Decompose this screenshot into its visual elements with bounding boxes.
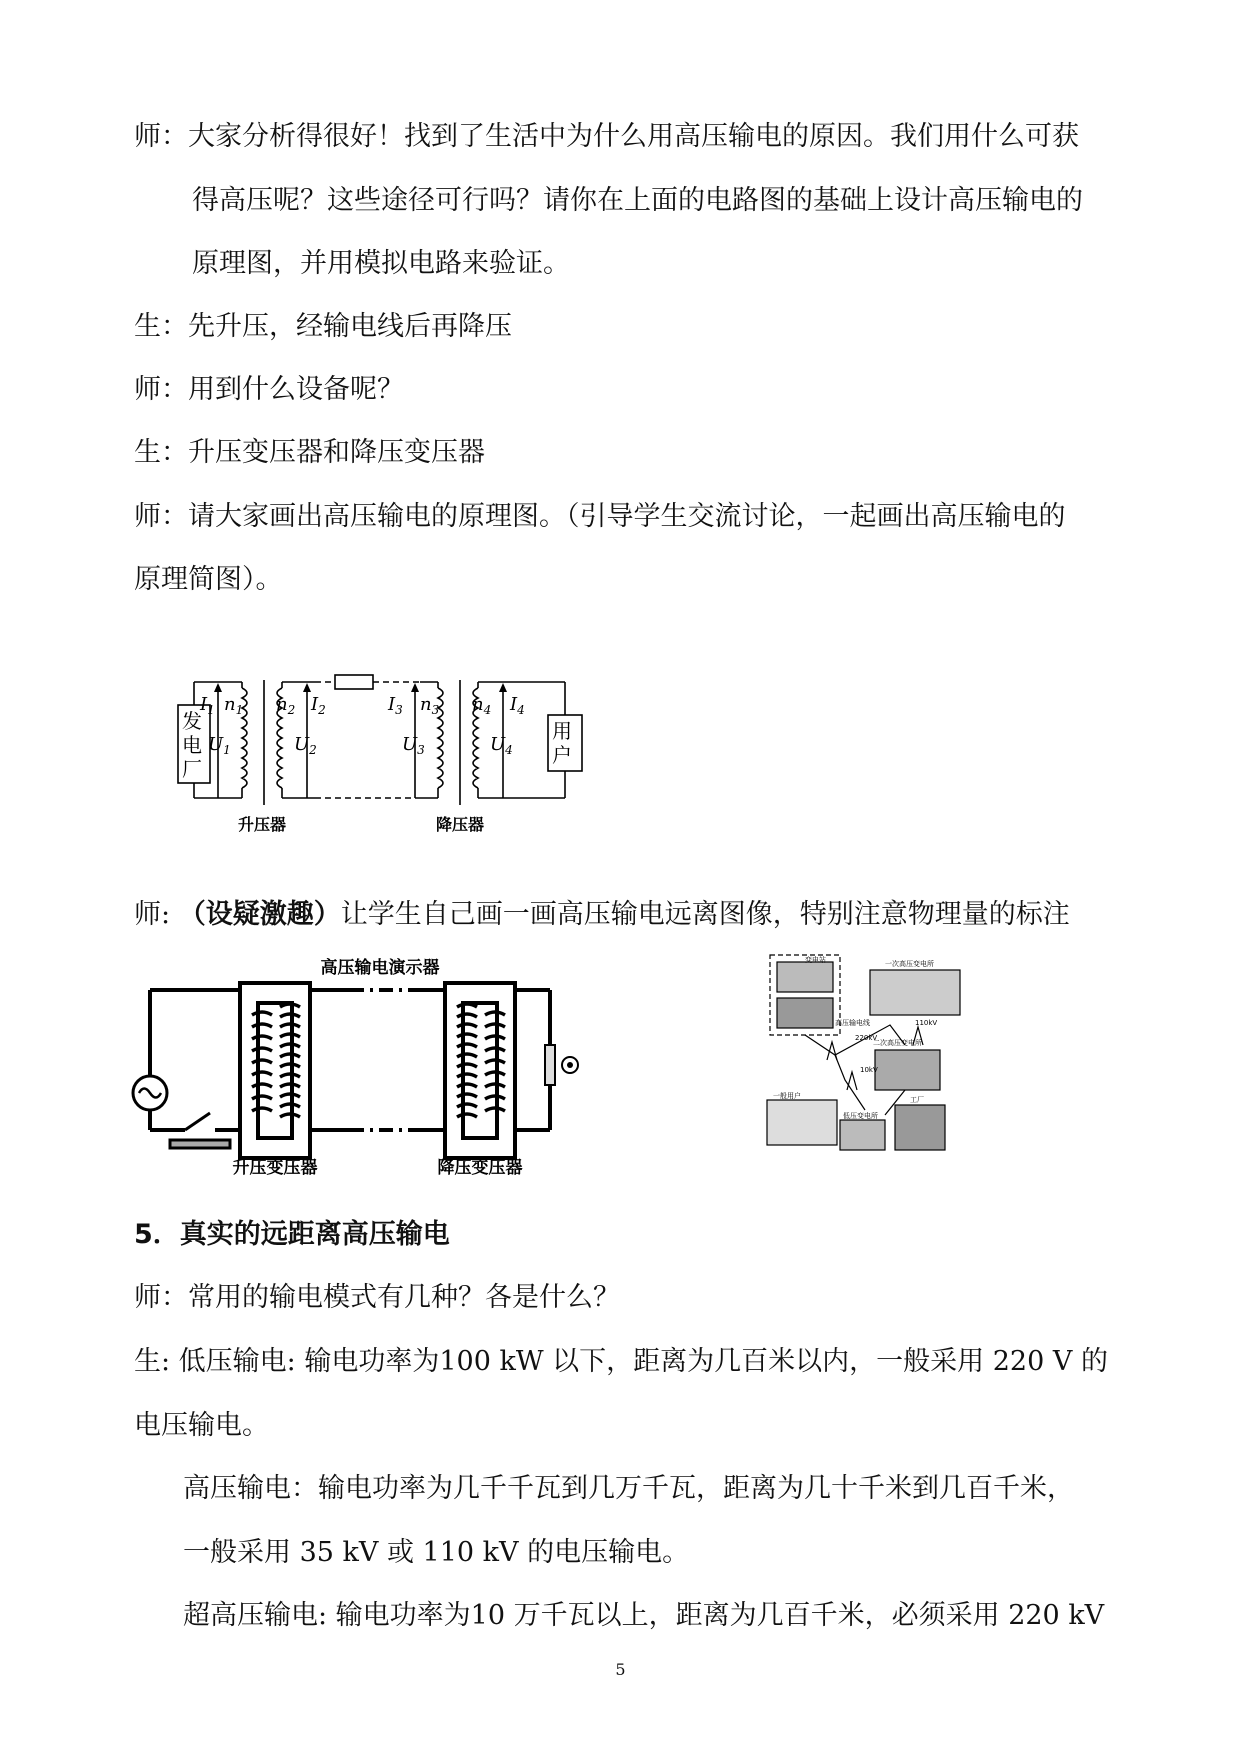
grid-label: 一次高压变电所 [885, 960, 934, 968]
paragraph-line: 一般采用 35 kV 或 110 kV 的电压输电。 [183, 1537, 690, 1568]
current-label-I3: $I_3$ [388, 694, 403, 717]
step-up-label: 升压器 [237, 815, 287, 834]
grid-label: 工厂 [910, 1096, 924, 1104]
paragraph-line: 生: 低压输电: 输电功率为100 kW 以下，距离为几百米以内，一般采用 220 V 的 [134, 1346, 1108, 1377]
paragraph-line: 师：请大家画出高压输电的原理图。（引导学生交流讨论，一起画出高压输电的 [134, 501, 1066, 532]
demonstrator-title: 高压输电演示器 [320, 958, 440, 978]
voltage-label-U2: $U_2$ [294, 734, 317, 757]
power-plant-label: 电 [182, 733, 202, 757]
grid-label: 二次高压变电所 [873, 1039, 922, 1047]
grid-label: 220kV [855, 1034, 878, 1042]
grid-label: 110kV [915, 1019, 938, 1027]
step-down-label: 降压器 [435, 815, 485, 834]
power-grid-illustration [765, 950, 965, 1155]
paragraph-line: 电压输电。 [134, 1410, 269, 1441]
user-label: 户 [552, 743, 572, 767]
power-plant-label: 厂 [182, 757, 202, 781]
current-label-I4: $I_4$ [510, 694, 525, 717]
power-plant-label: 发 [182, 709, 202, 733]
paragraph-line: 超高压输电: 输电功率为10 万千瓦以上，距离为几百千米，必须采用 220 kV [183, 1600, 1105, 1631]
step-up-transformer-label: 升压变压器 [232, 1158, 318, 1175]
paragraph-line: 生：先升压，经输电线后再降压 [134, 311, 512, 342]
page-number: 5 [615, 1660, 626, 1679]
current-label-I1: $I_1$ [200, 694, 215, 717]
section-heading: 5．真实的远距离高压输电 [134, 1219, 450, 1250]
grid-label: 变电站 [805, 956, 826, 964]
paragraph-line: 原理图，并用模拟电路来验证。 [192, 248, 570, 279]
voltage-label-U1: $U_1$ [208, 734, 231, 757]
grid-label: 一般用户 [773, 1092, 801, 1100]
current-label-I2: $I_2$ [311, 694, 326, 717]
paragraph-line: 原理简图）。 [134, 564, 283, 595]
turns-label-n2: $n_2$ [276, 694, 296, 717]
voltage-label-U4: $U_4$ [490, 734, 513, 757]
grid-label: 低压变电所 [843, 1112, 878, 1120]
paragraph-line: 得高压呢？这些途径可行吗？请你在上面的电路图的基础上设计高压输电的 [192, 185, 1083, 216]
paragraph-line: 生：升压变压器和降压变压器 [134, 437, 485, 468]
demonstrator-diagram [130, 955, 610, 1175]
grid-label: 10kV [860, 1066, 878, 1074]
turns-label-n3: $n_3$ [420, 694, 440, 717]
paragraph-line: 师：用到什么设备呢？ [134, 374, 404, 405]
turns-label-n4: $n_4$ [472, 694, 492, 717]
user-label: 用 [552, 719, 572, 743]
turns-label-n1: $n_1$ [224, 694, 244, 717]
transmission-circuit-diagram [170, 670, 650, 840]
voltage-label-U3: $U_3$ [402, 734, 425, 757]
step-down-transformer-label: 降压变压器 [437, 1158, 523, 1175]
paragraph-line: 高压输电：输电功率为几千千瓦到几万千瓦，距离为几十千米到几百千米， [183, 1473, 1074, 1504]
grid-label: 高压输电线 [835, 1019, 870, 1027]
paragraph-line: 师：大家分析得很好！找到了生活中为什么用高压输电的原因。我们用什么可获 [134, 121, 1079, 152]
paragraph-line: 师：常用的输电模式有几种？各是什么？ [134, 1282, 620, 1313]
teacher-line: 师: （设疑激趣）让学生自己画一画高压输电远离图像，特别注意物理量的标注 [134, 899, 1070, 930]
